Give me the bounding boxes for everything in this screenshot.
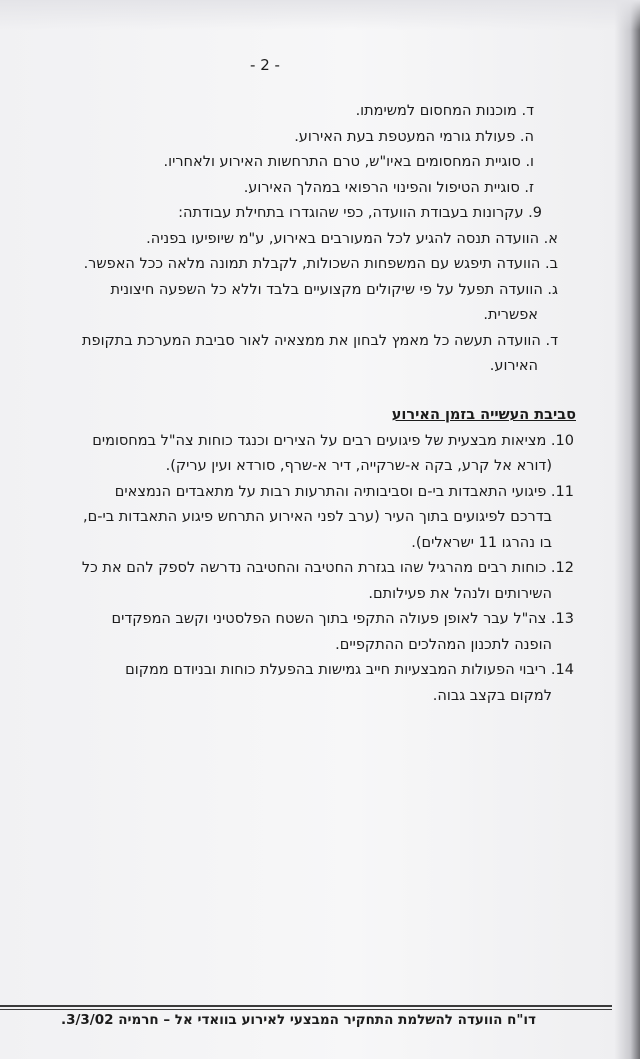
list-item: ד. הוועדה תעשה כל מאמץ לבחון את ממצאיה לאור סביבת המערכת בתקופת [81,332,558,349]
page-top-shadow [0,0,640,30]
document-body [0,99,576,709]
list-item-continuation: השירותים ולנהל את פעילותם. [368,585,552,602]
list-item: ה. פעולת גורמי המעטפת בעת האירוע. [294,128,534,145]
list-item: 10. מציאות מבצעית של פיגועים רבים על הצירים וכנגד כוחות צה"ל במחסומים [92,432,574,449]
list-item-continuation: אפשרית. [483,307,538,323]
list-item: ו. סוגיית המחסומים באיו"ש, טרם התרחשות האירוע ולאחריו. [163,154,534,170]
list-item: 14. ריבוי הפעולות המבצעיות חייב גמישות בהפעלת כוחות ובניודם ממקום [125,662,574,678]
list-item: ד. מוכנות המחסום למשימתו. [355,103,534,119]
list-item-continuation: (דורא אל קרע, בקה א-שרקייה, דיר א-שרף, סורדא ועין עריק). [165,458,552,474]
list-item: 11. פיגועי התאבדות בי-ם וסביבותיה והתרעות רבות על מתאבדים הנמצאים [114,483,574,500]
list-item: 13. צה"ל עבר לאופן פעולה התקפי בתוך השטח הפלסטיני וקשב המפקדים [111,611,574,627]
section-heading: סביבת העשייה בזמן האירוע [391,406,576,423]
list-item-continuation: בדרכם לפיגועים בתוך העיר (ערב לפני האירוע התרחש פיגוע התאבדות בי-ם, [83,509,552,525]
page-footer: דו"ח הוועדה להשלמת התחקיר המבצעי לאירוע בוואדי אל – חרמיה 3/3/02. [60,1012,536,1028]
list-item-continuation: בו נהרגו 11 ישראלים). [411,534,552,551]
list-item: ב. הוועדה תיפגש עם המשפחות השכולות, לקבלת תמונה מלאה ככל האפשר. [83,256,558,272]
list-item: א. הוועדה תנסה להגיע לכל המעורבים באירוע, ע"מ שיופיעו בפניה. [146,230,558,247]
section-gap [0,380,538,402]
list-item: ג. הוועדה תפעל על פי שיקולים מקצועיים בלבד וללא כל השפעה חיצונית [110,281,558,298]
list-item-continuation: האירוע. [489,358,538,374]
page-number: - 2 - [250,56,280,74]
list-item-continuation: למקום בקצב גבוה. [432,687,552,704]
list-item: ז. סוגיית הטיפול והפינוי הרפואי במהלך האירוע. [243,179,534,196]
footer-divider [0,1005,612,1007]
footer-divider-thin [0,1009,612,1010]
list-item: 12. כוחות רבים מהרגיל שהו בגזרת החטיבה והחטיבה נדרשה לספק להם את כל [81,560,574,576]
list-item: 9. עקרונות בעבודת הוועדה, כפי שהוגדרו בתחילת עבודתה: [178,205,542,221]
list-item-continuation: הופנה לתכנון המהלכים ההתקפיים. [335,636,552,653]
